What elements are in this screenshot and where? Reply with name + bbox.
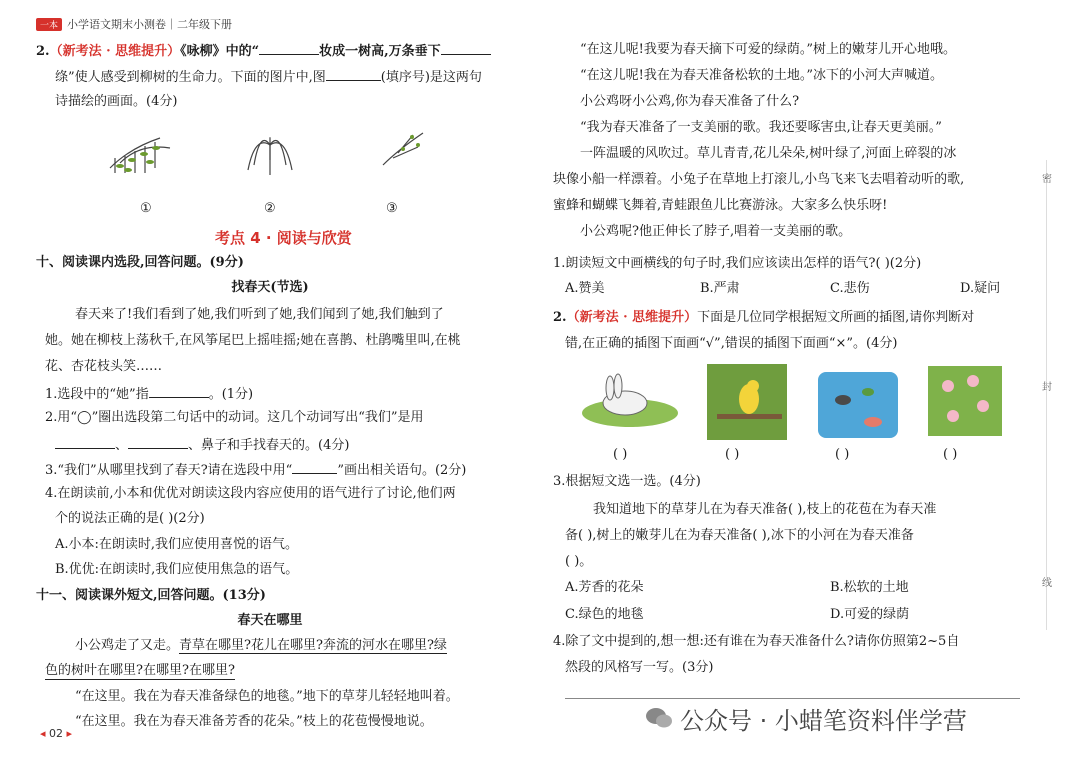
q2-line2: 绦”使人感受到柳树的生命力。下面的图片中,图 (填序号)是这两句 [55,70,482,85]
right-question-2: 2.（新考法 · 思维提升）下面是几位同学根据短文所画的插图,请你判断对 [553,310,975,325]
seal-char: 密 [1042,174,1052,185]
passage2-line: 小公鸡呀小公鸡,你为春天准备了什么? [580,94,800,109]
right-question-4: 4.除了文中提到的,想一想:还有谁在为春天准备什么?请你仿照第2~5自 [553,634,960,649]
q2-line1: 2.（新考法 · 思维提升）《咏柳》中的“ 妆成一树高,万条垂下 [36,42,491,60]
passage2-line: “在这儿呢!我在为春天准备松软的土地。”冰下的小河大声喊道。 [580,68,944,83]
section-title: 考点 4 · 阅读与欣赏 [215,229,352,247]
passage2-line: 块像小船一样漂着。小兔子在草地上打滚儿,小鸟飞来飞去唱着动听的歌, [553,172,965,187]
rq1-option-a: A.赞美 [565,281,605,296]
answer-paren[interactable]: ( ) [943,447,958,462]
passage2-line: 一阵温暖的风吹过。草儿青青,花儿朵朵,树叶绿了,河面上碎裂的冰 [580,146,957,161]
option-b: B.优优:在朗读时,我们应使用焦急的语气。 [55,562,299,577]
figure-label-2: ② [264,201,276,216]
rq3-option-c: C.绿色的地毯 [565,607,644,622]
right-question-4-line2: 然段的风格写一写。(3分) [565,660,714,675]
fish-frog-illustration [818,372,898,438]
rabbit-illustration [580,368,680,428]
underlined-sentence: 色的树叶在哪里?在哪里?在哪里? [45,663,235,678]
new-method-tag: （新考法 · 思维提升） [566,310,698,325]
answer-blank[interactable] [128,436,188,449]
answer-paren[interactable]: ( ) [725,447,740,462]
passage2-line: “在这里。我在为春天准备绿色的地毯。”地下的草芽儿轻轻地叫着。 [75,689,459,704]
rq3-option-a: A.芳香的花朵 [565,580,644,595]
answer-paren[interactable]: ( ) [835,447,850,462]
rq1-option-d: D.疑问 [960,281,1001,296]
passage2-line: 小公鸡走了又走。青草在哪里?花儿在哪里?奔流的河水在哪里?绿 [75,638,447,653]
next-arrow-icon: ▸ [66,727,73,740]
underlined-sentence: 青草在哪里?花儿在哪里?奔流的河水在哪里?绿 [179,638,447,653]
figure-label-3: ③ [386,201,398,216]
rq3-option-b: B.松软的土地 [830,580,909,595]
question-2-line2: 、 、鼻子和手找春天的。(4分) [55,436,349,454]
seal-char: 封 [1042,382,1052,393]
figure-label-1: ① [140,201,152,216]
passage1-line: 她。她在柳枝上荡秋千,在风筝尾巴上摇哇摇;她在喜鹊、杜鹃嘴里叫,在桃 [45,333,461,348]
prev-arrow-icon: ◂ [40,727,46,740]
passage2-line: “在这儿呢!我要为春天摘下可爱的绿荫。”树上的嫩芽儿开心地哦。 [580,42,957,57]
section-10-title: 十、阅读课内选段,回答问题。(9分) [36,255,244,270]
answer-blank[interactable] [149,385,209,398]
passage2-line: “我为春天准备了一支美丽的歌。我还要啄害虫,让春天更美丽。” [580,120,942,135]
rq3-line: 我知道地下的草芽儿在为春天准备( ),枝上的花苞在为春天准 [593,502,937,517]
answer-paren[interactable]: ( ) [613,447,628,462]
question-4: 4.在朗读前,小本和优优对朗读这段内容应使用的语气进行了讨论,他们两 [45,486,456,501]
willow-image-1 [100,118,180,178]
passage2-line: 小公鸡呢?他正伸长了脖子,唱着一支美丽的歌。 [580,224,852,239]
right-question-2-line2: 错,在正确的插图下面画“√”,错误的插图下面画“×”。(4分) [565,336,898,351]
willow-image-3 [378,125,428,170]
rq3-line: 备( ),树上的嫩芽儿在为春天准备( ),冰下的小河在为春天准备 [565,528,914,543]
seal-line [1046,160,1047,630]
passage2-line: “在这里。我在为春天准备芳香的花朵。”枝上的花苞慢慢地说。 [75,714,433,729]
rq1-option-b: B.严肃 [700,281,740,296]
passage2-title: 春天在哪里 [237,613,303,628]
question-3: 3.“我们”从哪里找到了春天?请在选段中用“ ”画出相关语句。(2分) [45,463,467,478]
bird-illustration [707,364,787,440]
flower-illustration [928,366,1002,436]
q2-line3: 诗描绘的画面。(4分) [55,94,178,109]
rq3-option-d: D.可爱的绿荫 [830,607,910,622]
header-title: 小学语文期末小测卷｜二年级下册 [67,18,233,31]
willow-image-2 [240,115,300,180]
page-header [36,16,232,32]
seal-char: 线 [1042,578,1052,589]
right-question-3: 3.根据短文选一选。(4分) [553,474,701,489]
passage1-line: 春天来了!我们看到了她,我们听到了她,我们闻到了她,我们触到了 [75,307,444,322]
passage1-title: 找春天(节选) [231,280,309,295]
question-2: 2.用“◯”圈出选段第二句话中的动词。这几个动词写出“我们”是用 [45,410,424,425]
answer-line[interactable] [565,698,1020,699]
new-method-tag: （新考法 · 思维提升） [49,44,181,59]
page-number: ◂ 02 ▸ [40,727,73,740]
question-4-line2: 个的说法正确的是( )(2分) [55,511,205,526]
option-a: A.小本:在朗读时,我们应使用喜悦的语气。 [55,537,299,552]
wechat-icon [645,707,673,729]
answer-blank[interactable] [55,436,115,449]
question-1: 1.选段中的“她”指 。(1分) [45,387,254,402]
section-11-title: 十一、阅读课外短文,回答问题。(13分) [36,588,266,603]
passage1-line: 花、杏花枝头笑…… [45,359,163,374]
brand-logo: 一本 [36,18,62,31]
right-question-1: 1.朗读短文中画横线的句子时,我们应该读出怎样的语气?( )(2分) [553,256,922,271]
rq3-line: ( )。 [565,554,593,569]
rq1-option-c: C.悲伤 [830,281,870,296]
watermark-text: 公众号 · 小蜡笔资料伴学营 [680,707,967,735]
passage2-line: 蜜蜂和蝴蝶飞舞着,青蛙跟鱼儿比赛游泳。大家多么快乐呀! [553,198,888,213]
